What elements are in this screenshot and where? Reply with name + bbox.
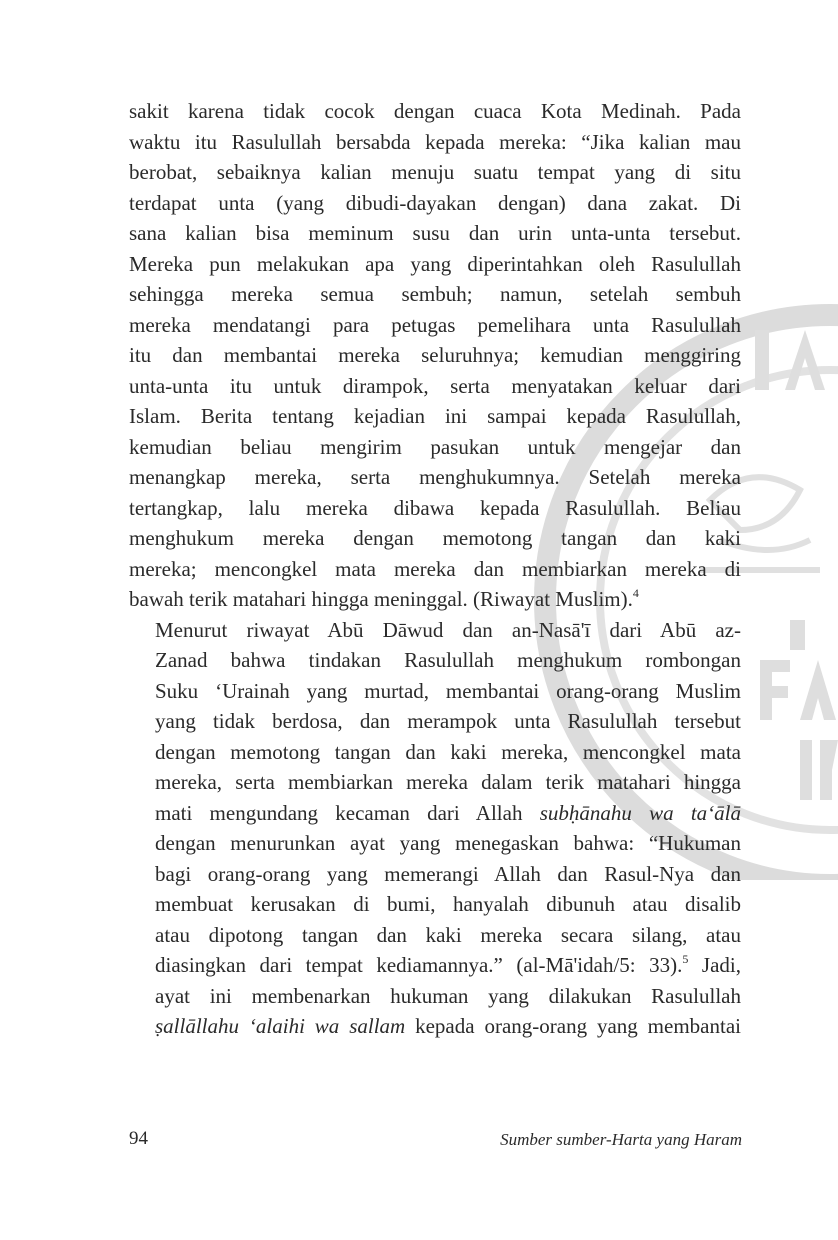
text-line: Menurut riwayat Abū Dāwud dan an-Nasā'ī dari Abū az- (155, 617, 741, 642)
text-line (129, 798, 741, 829)
page-number: 94 (129, 1128, 148, 1149)
body-text (129, 96, 741, 1042)
text-line (129, 950, 741, 981)
text-line: membuat kerusakan di bumi, hanyalah dibunuh atau disalib (155, 892, 741, 916)
text-line: atau dipotong tangan dan kaki mereka secara silang, atau (155, 922, 741, 947)
text-fragment: Jadi, (688, 953, 741, 977)
footnote-marker: 4 (632, 586, 639, 600)
text-line (129, 1011, 741, 1042)
running-title: Sumber sumber-Harta yang Haram (500, 1130, 742, 1149)
footnote-marker: 5 (682, 952, 689, 966)
text-fragment: diasingkan dari tempat kediamannya.” (al-Mā'idah/5: 33). (155, 953, 683, 977)
text-line: Islam. Berita tentang kejadian ini sampai kepada Rasulullah, (129, 404, 741, 428)
text-fragment: kepada orang-orang yang membantai (405, 1014, 741, 1038)
text-line: yang tidak berdosa, dan merampok unta Rasulullah tersebut (155, 709, 741, 733)
italic-phrase: subḥānahu wa ta‘ālā (539, 800, 741, 825)
text-line: menangkap mereka, serta menghukumnya. Setelah mereka (129, 465, 741, 489)
text-line: Mereka pun melakukan apa yang diperintahkan oleh Rasulullah (129, 251, 741, 276)
text-line: unta-unta itu untuk dirampok, serta menyatakan keluar dari (129, 373, 741, 398)
text-line: mereka, serta membiarkan mereka dalam terik matahari hingga (155, 770, 741, 794)
text-line: Zanad bahwa tindakan Rasulullah menghukum rombongan (155, 648, 741, 672)
text-line: sehingga mereka semua sembuh; namun, setelah sembuh (129, 282, 741, 306)
italic-phrase: ṣallāllahu ‘alaihi wa sallam (155, 1014, 406, 1038)
text-line: dengan menurunkan ayat yang menegaskan bahwa: “Hukuman (155, 831, 741, 855)
text-line: menghukum mereka dengan memotong tangan dan kaki (129, 526, 741, 550)
text-line: ayat ini membenarkan hukuman yang dilakukan Rasulullah (155, 983, 741, 1008)
text-line: waktu itu Rasulullah bersabda kepada mereka: “Jika kalian mau (129, 129, 741, 154)
text-line: mereka mendatangi para petugas pemelihara unta Rasulullah (129, 312, 741, 337)
text-line: Suku ‘Urainah yang murtad, membantai orang-orang Muslim (155, 678, 741, 703)
text-line-last (129, 584, 741, 615)
text-fragment: bawah terik matahari hingga meninggal. (Riwayat Muslim). (129, 587, 633, 611)
text-line: sakit karena tidak cocok dengan cuaca Kota Medinah. Pada (129, 99, 741, 123)
text-line: dengan memotong tangan dan kaki mereka, mencongkel mata (155, 739, 741, 764)
text-line: tertangkap, lalu mereka dibawa kepada Rasulullah. Beliau (129, 495, 741, 520)
text-line: terdapat unta (yang dibudi-dayakan dengan) dana zakat. Di (129, 190, 741, 215)
paragraph-1 (129, 96, 741, 615)
text-line: sana kalian bisa meminum susu dan urin unta-unta tersebut. (129, 221, 741, 245)
text-line: kemudian beliau mengirim pasukan untuk mengejar dan (129, 434, 741, 459)
text-line: berobat, sebaiknya kalian menuju suatu tempat yang di situ (129, 160, 741, 184)
paragraph-2 (129, 615, 741, 1042)
text-line: mereka; mencongkel mata mereka dan membiarkan mereka di (129, 556, 741, 581)
text-line: itu dan membantai mereka seluruhnya; kemudian menggiring (129, 343, 741, 367)
text-line: bagi orang-orang yang memerangi Allah dan Rasul-Nya dan (155, 861, 741, 886)
text-fragment: mati mengundang kecaman dari Allah (155, 800, 523, 825)
